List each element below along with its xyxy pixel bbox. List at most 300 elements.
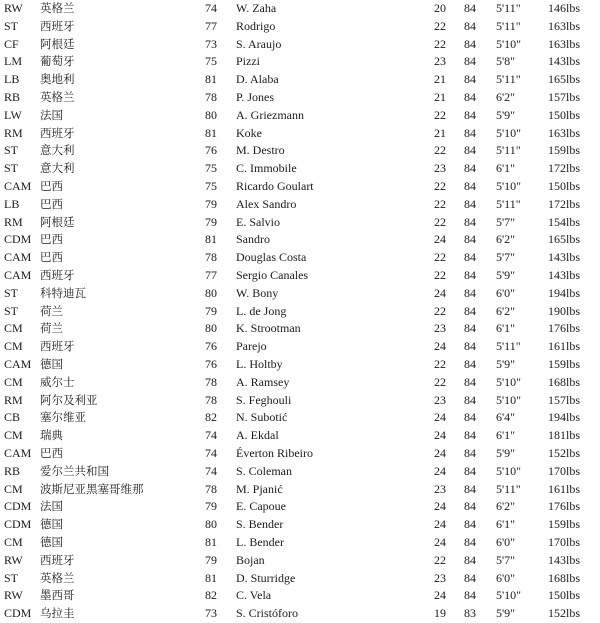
potential-cell: 78 bbox=[205, 481, 217, 496]
column-spacer bbox=[476, 356, 496, 374]
player-name-cell: L. Holtby bbox=[236, 356, 283, 371]
position-cell: CDM bbox=[4, 517, 32, 532]
nationality-cell: 巴西 bbox=[40, 232, 63, 247]
height-cell: 6'1" bbox=[496, 321, 516, 336]
column-spacer bbox=[217, 125, 236, 143]
weight-cell: 168lbs bbox=[548, 570, 581, 585]
player-name-cell: D. Sturridge bbox=[236, 570, 296, 585]
potential-cell: 73 bbox=[205, 606, 217, 621]
table-row bbox=[0, 107, 600, 125]
player-name-cell: S. Coleman bbox=[236, 463, 292, 478]
potential-cell: 77 bbox=[205, 18, 217, 33]
age-cell: 24 bbox=[434, 445, 446, 460]
potential-cell: 81 bbox=[205, 570, 217, 585]
rating-cell: 84 bbox=[464, 392, 476, 407]
weight-cell: 194lbs bbox=[548, 285, 581, 300]
rating-cell: 84 bbox=[464, 303, 476, 318]
table-row bbox=[0, 214, 600, 232]
player-name-cell: Parejo bbox=[236, 339, 267, 354]
column-spacer bbox=[217, 498, 236, 516]
column-spacer bbox=[476, 231, 496, 249]
column-spacer bbox=[476, 36, 496, 54]
position-cell: CM bbox=[4, 428, 23, 443]
age-cell: 22 bbox=[434, 196, 446, 211]
weight-cell: 176lbs bbox=[548, 499, 581, 514]
rating-cell: 84 bbox=[464, 18, 476, 33]
table-row bbox=[0, 445, 600, 463]
column-spacer bbox=[476, 196, 496, 214]
table-row bbox=[0, 231, 600, 249]
nationality-cell: 阿根廷 bbox=[40, 214, 75, 229]
potential-cell: 79 bbox=[205, 552, 217, 567]
position-cell: CF bbox=[4, 36, 19, 51]
player-name-cell: W. Zaha bbox=[236, 1, 277, 15]
position-cell: ST bbox=[4, 18, 19, 33]
column-spacer bbox=[217, 392, 236, 410]
column-spacer bbox=[476, 71, 496, 89]
player-name-cell: Alex Sandro bbox=[236, 196, 297, 211]
column-spacer bbox=[217, 605, 236, 623]
table-row bbox=[0, 587, 600, 605]
weight-cell: 157lbs bbox=[548, 89, 581, 104]
player-name-cell: Sergio Canales bbox=[236, 267, 309, 282]
position-cell: ST bbox=[4, 303, 19, 318]
weight-cell: 163lbs bbox=[548, 36, 581, 51]
column-spacer bbox=[476, 409, 496, 427]
age-cell: 22 bbox=[434, 36, 446, 51]
age-cell: 24 bbox=[434, 339, 446, 354]
column-spacer bbox=[476, 392, 496, 410]
position-cell: RM bbox=[4, 125, 23, 140]
height-cell: 5'10" bbox=[496, 463, 522, 478]
nationality-cell: 爱尔兰共和国 bbox=[40, 463, 109, 478]
age-cell: 24 bbox=[434, 499, 446, 514]
column-spacer bbox=[476, 0, 496, 18]
player-name-cell: S. Feghouli bbox=[236, 392, 292, 407]
height-cell: 5'10" bbox=[496, 588, 522, 603]
column-spacer bbox=[476, 320, 496, 338]
age-cell: 22 bbox=[434, 214, 446, 229]
height-cell: 6'1" bbox=[496, 428, 516, 443]
rating-cell: 84 bbox=[464, 36, 476, 51]
column-spacer bbox=[217, 285, 236, 303]
nationality-cell: 巴西 bbox=[40, 445, 63, 460]
column-spacer bbox=[217, 570, 236, 588]
column-spacer bbox=[217, 320, 236, 338]
potential-cell: 81 bbox=[205, 534, 217, 549]
rating-cell: 84 bbox=[464, 125, 476, 140]
nationality-cell: 巴西 bbox=[40, 178, 63, 193]
column-spacer bbox=[217, 267, 236, 285]
potential-cell: 81 bbox=[205, 72, 217, 87]
potential-cell: 80 bbox=[205, 517, 217, 532]
table-row bbox=[0, 374, 600, 392]
age-cell: 22 bbox=[434, 250, 446, 265]
nationality-cell: 科特迪瓦 bbox=[40, 285, 86, 300]
rating-cell: 84 bbox=[464, 285, 476, 300]
height-cell: 6'0" bbox=[496, 285, 516, 300]
table-row bbox=[0, 570, 600, 588]
rating-cell: 84 bbox=[464, 534, 476, 549]
weight-cell: 143lbs bbox=[548, 552, 581, 567]
position-cell: ST bbox=[4, 570, 19, 585]
weight-cell: 143lbs bbox=[548, 54, 581, 69]
potential-cell: 74 bbox=[205, 1, 217, 15]
position-cell: RW bbox=[4, 552, 23, 567]
potential-cell: 76 bbox=[205, 143, 217, 158]
position-cell: CDM bbox=[4, 606, 32, 621]
age-cell: 22 bbox=[434, 18, 446, 33]
height-cell: 5'9" bbox=[496, 267, 516, 282]
nationality-cell: 西班牙 bbox=[40, 125, 75, 140]
height-cell: 6'2" bbox=[496, 499, 516, 514]
weight-cell: 194lbs bbox=[548, 410, 581, 425]
age-cell: 24 bbox=[434, 463, 446, 478]
column-spacer bbox=[217, 71, 236, 89]
player-name-cell: M. Destro bbox=[236, 143, 285, 158]
rating-cell: 84 bbox=[464, 499, 476, 514]
potential-cell: 75 bbox=[205, 178, 217, 193]
height-cell: 6'4" bbox=[496, 410, 516, 425]
height-cell: 6'2" bbox=[496, 232, 516, 247]
table-row bbox=[0, 18, 600, 36]
column-spacer bbox=[217, 303, 236, 321]
table-row bbox=[0, 160, 600, 178]
column-spacer bbox=[476, 53, 496, 71]
column-spacer bbox=[476, 552, 496, 570]
rating-cell: 84 bbox=[464, 214, 476, 229]
weight-cell: 165lbs bbox=[548, 232, 581, 247]
column-spacer bbox=[217, 249, 236, 267]
column-spacer bbox=[476, 427, 496, 445]
potential-cell: 78 bbox=[205, 250, 217, 265]
table-row bbox=[0, 409, 600, 427]
age-cell: 24 bbox=[434, 534, 446, 549]
player-name-cell: Sandro bbox=[236, 232, 270, 247]
player-name-cell: N. Subotić bbox=[236, 410, 288, 425]
table-row bbox=[0, 605, 600, 623]
table-row bbox=[0, 320, 600, 338]
age-cell: 20 bbox=[434, 1, 446, 15]
player-name-cell: Douglas Costa bbox=[236, 250, 307, 265]
weight-cell: 159lbs bbox=[548, 143, 581, 158]
rating-cell: 84 bbox=[464, 428, 476, 443]
age-cell: 24 bbox=[434, 517, 446, 532]
potential-cell: 77 bbox=[205, 267, 217, 282]
column-spacer bbox=[476, 125, 496, 143]
column-spacer bbox=[476, 445, 496, 463]
age-cell: 23 bbox=[434, 321, 446, 336]
rating-cell: 84 bbox=[464, 267, 476, 282]
table-row bbox=[0, 142, 600, 160]
column-spacer bbox=[217, 587, 236, 605]
position-cell: CM bbox=[4, 374, 23, 389]
nationality-cell: 波斯尼亚黑塞哥维那 bbox=[40, 481, 144, 496]
weight-cell: 143lbs bbox=[548, 250, 581, 265]
height-cell: 5'10" bbox=[496, 374, 522, 389]
table-row bbox=[0, 498, 600, 516]
age-cell: 24 bbox=[434, 232, 446, 247]
rating-cell: 84 bbox=[464, 570, 476, 585]
height-cell: 5'11" bbox=[496, 1, 521, 15]
weight-cell: 172lbs bbox=[548, 196, 581, 211]
table-row bbox=[0, 552, 600, 570]
potential-cell: 75 bbox=[205, 161, 217, 176]
position-cell: LM bbox=[4, 54, 22, 69]
table-row bbox=[0, 0, 600, 18]
nationality-cell: 墨西哥 bbox=[40, 588, 75, 603]
table-row bbox=[0, 125, 600, 143]
weight-cell: 170lbs bbox=[548, 463, 581, 478]
weight-cell: 161lbs bbox=[548, 481, 581, 496]
column-spacer bbox=[217, 178, 236, 196]
rating-cell: 84 bbox=[464, 552, 476, 567]
age-cell: 22 bbox=[434, 303, 446, 318]
player-name-cell: Koke bbox=[236, 125, 262, 140]
column-spacer bbox=[476, 463, 496, 481]
weight-cell: 190lbs bbox=[548, 303, 581, 318]
column-spacer bbox=[217, 356, 236, 374]
age-cell: 22 bbox=[434, 178, 446, 193]
table-row bbox=[0, 89, 600, 107]
position-cell: CM bbox=[4, 534, 23, 549]
table-row bbox=[0, 392, 600, 410]
position-cell: ST bbox=[4, 161, 19, 176]
player-name-cell: W. Bony bbox=[236, 285, 279, 300]
height-cell: 5'10" bbox=[496, 178, 522, 193]
player-name-cell: A. Griezmann bbox=[236, 107, 304, 122]
column-spacer bbox=[217, 142, 236, 160]
age-cell: 19 bbox=[434, 606, 446, 621]
column-spacer bbox=[217, 214, 236, 232]
nationality-cell: 乌拉圭 bbox=[40, 606, 75, 621]
column-spacer bbox=[476, 605, 496, 623]
potential-cell: 81 bbox=[205, 232, 217, 247]
table-row bbox=[0, 356, 600, 374]
potential-cell: 80 bbox=[205, 285, 217, 300]
height-cell: 5'11" bbox=[496, 196, 521, 211]
height-cell: 5'7" bbox=[496, 214, 516, 229]
rating-cell: 84 bbox=[464, 321, 476, 336]
column-spacer bbox=[476, 587, 496, 605]
potential-cell: 79 bbox=[205, 303, 217, 318]
rating-cell: 84 bbox=[464, 481, 476, 496]
weight-cell: 163lbs bbox=[548, 125, 581, 140]
position-cell: ST bbox=[4, 285, 19, 300]
player-name-cell: Éverton Ribeiro bbox=[236, 445, 313, 460]
weight-cell: 163lbs bbox=[548, 18, 581, 33]
age-cell: 24 bbox=[434, 428, 446, 443]
height-cell: 5'11" bbox=[496, 339, 521, 354]
table-row bbox=[0, 36, 600, 54]
height-cell: 5'9" bbox=[496, 606, 516, 621]
column-spacer bbox=[476, 534, 496, 552]
player-name-cell: L. Bender bbox=[236, 534, 284, 549]
table-row bbox=[0, 178, 600, 196]
position-cell: RM bbox=[4, 214, 23, 229]
rating-cell: 84 bbox=[464, 517, 476, 532]
column-spacer bbox=[476, 570, 496, 588]
nationality-cell: 德国 bbox=[40, 534, 63, 549]
player-name-cell: C. Immobile bbox=[236, 161, 297, 176]
player-name-cell: A. Ekdal bbox=[236, 428, 279, 443]
column-spacer bbox=[217, 481, 236, 499]
position-cell: RB bbox=[4, 89, 21, 104]
height-cell: 5'11" bbox=[496, 481, 521, 496]
rating-cell: 84 bbox=[464, 107, 476, 122]
nationality-cell: 德国 bbox=[40, 517, 63, 532]
player-name-cell: E. Salvio bbox=[236, 214, 280, 229]
rating-cell: 84 bbox=[464, 161, 476, 176]
height-cell: 5'11" bbox=[496, 143, 521, 158]
nationality-cell: 阿根廷 bbox=[40, 36, 75, 51]
position-cell: CAM bbox=[4, 178, 32, 193]
position-cell: CDM bbox=[4, 232, 32, 247]
weight-cell: 154lbs bbox=[548, 214, 581, 229]
nationality-cell: 塞尔维亚 bbox=[40, 410, 86, 425]
position-cell: CAM bbox=[4, 267, 32, 282]
table-row bbox=[0, 249, 600, 267]
potential-cell: 79 bbox=[205, 499, 217, 514]
potential-cell: 75 bbox=[205, 54, 217, 69]
position-cell: RW bbox=[4, 588, 23, 603]
weight-cell: 181lbs bbox=[548, 428, 581, 443]
age-cell: 23 bbox=[434, 392, 446, 407]
table-row bbox=[0, 516, 600, 534]
table-row bbox=[0, 534, 600, 552]
potential-cell: 80 bbox=[205, 321, 217, 336]
position-cell: LW bbox=[4, 107, 22, 122]
column-spacer bbox=[476, 214, 496, 232]
rating-cell: 84 bbox=[464, 178, 476, 193]
nationality-cell: 西班牙 bbox=[40, 267, 75, 282]
age-cell: 21 bbox=[434, 125, 446, 140]
position-cell: CM bbox=[4, 481, 23, 496]
player-name-cell: K. Strootman bbox=[236, 321, 301, 336]
table-row bbox=[0, 285, 600, 303]
table-row bbox=[0, 338, 600, 356]
potential-cell: 80 bbox=[205, 107, 217, 122]
position-cell: CAM bbox=[4, 250, 32, 265]
player-name-cell: Bojan bbox=[236, 552, 265, 567]
age-cell: 21 bbox=[434, 89, 446, 104]
height-cell: 5'7" bbox=[496, 250, 516, 265]
player-name-cell: E. Capoue bbox=[236, 499, 286, 514]
nationality-cell: 意大利 bbox=[40, 161, 75, 176]
age-cell: 22 bbox=[434, 356, 446, 371]
age-cell: 23 bbox=[434, 161, 446, 176]
potential-cell: 78 bbox=[205, 89, 217, 104]
position-cell: RB bbox=[4, 463, 21, 478]
height-cell: 5'9" bbox=[496, 445, 516, 460]
nationality-cell: 英格兰 bbox=[40, 89, 75, 104]
player-name-cell: C. Vela bbox=[236, 588, 272, 603]
table-row bbox=[0, 53, 600, 71]
position-cell: LB bbox=[4, 196, 20, 211]
height-cell: 6'1" bbox=[496, 517, 516, 532]
rating-cell: 84 bbox=[464, 232, 476, 247]
position-cell: LB bbox=[4, 72, 20, 87]
position-cell: CAM bbox=[4, 445, 32, 460]
weight-cell: 152lbs bbox=[548, 606, 581, 621]
nationality-cell: 英格兰 bbox=[40, 570, 75, 585]
height-cell: 5'9" bbox=[496, 356, 516, 371]
age-cell: 23 bbox=[434, 54, 446, 69]
column-spacer bbox=[217, 53, 236, 71]
column-spacer bbox=[217, 107, 236, 125]
player-name-cell: Rodrigo bbox=[236, 18, 276, 33]
column-spacer bbox=[217, 516, 236, 534]
player-name-cell: M. Pjanić bbox=[236, 481, 283, 496]
age-cell: 24 bbox=[434, 285, 446, 300]
column-spacer bbox=[476, 303, 496, 321]
player-name-cell: S. Bender bbox=[236, 517, 284, 532]
table-row bbox=[0, 427, 600, 445]
rating-cell: 84 bbox=[464, 463, 476, 478]
player-name-cell: D. Alaba bbox=[236, 72, 279, 87]
position-cell: ST bbox=[4, 143, 19, 158]
age-cell: 22 bbox=[434, 107, 446, 122]
potential-cell: 82 bbox=[205, 588, 217, 603]
height-cell: 5'11" bbox=[496, 18, 521, 33]
column-spacer bbox=[217, 427, 236, 445]
height-cell: 6'2" bbox=[496, 303, 516, 318]
table-row bbox=[0, 303, 600, 321]
potential-cell: 79 bbox=[205, 214, 217, 229]
rating-cell: 84 bbox=[464, 356, 476, 371]
position-cell: RW bbox=[4, 1, 23, 15]
potential-cell: 78 bbox=[205, 374, 217, 389]
column-spacer bbox=[476, 374, 496, 392]
rating-cell: 84 bbox=[464, 196, 476, 211]
nationality-cell: 意大利 bbox=[40, 143, 75, 158]
column-spacer bbox=[217, 374, 236, 392]
height-cell: 5'8" bbox=[496, 54, 516, 69]
age-cell: 24 bbox=[434, 410, 446, 425]
rating-cell: 84 bbox=[464, 1, 476, 15]
position-cell: RM bbox=[4, 392, 23, 407]
player-name-cell: P. Jones bbox=[236, 89, 275, 104]
nationality-cell: 巴西 bbox=[40, 250, 63, 265]
position-cell: CM bbox=[4, 339, 23, 354]
column-spacer bbox=[476, 516, 496, 534]
nationality-cell: 西班牙 bbox=[40, 339, 75, 354]
potential-cell: 74 bbox=[205, 445, 217, 460]
table-row bbox=[0, 196, 600, 214]
height-cell: 6'0" bbox=[496, 534, 516, 549]
nationality-cell: 威尔士 bbox=[40, 374, 75, 389]
position-cell: CM bbox=[4, 321, 23, 336]
table-row bbox=[0, 463, 600, 481]
weight-cell: 150lbs bbox=[548, 178, 581, 193]
column-spacer bbox=[476, 160, 496, 178]
table-row bbox=[0, 481, 600, 499]
age-cell: 23 bbox=[434, 481, 446, 496]
age-cell: 24 bbox=[434, 588, 446, 603]
age-cell: 22 bbox=[434, 552, 446, 567]
column-spacer bbox=[217, 409, 236, 427]
age-cell: 23 bbox=[434, 570, 446, 585]
rating-cell: 84 bbox=[464, 54, 476, 69]
rating-cell: 84 bbox=[464, 72, 476, 87]
column-spacer bbox=[476, 285, 496, 303]
nationality-cell: 英格兰 bbox=[40, 1, 75, 15]
nationality-cell: 瑞典 bbox=[40, 428, 63, 443]
height-cell: 5'7" bbox=[496, 552, 516, 567]
nationality-cell: 西班牙 bbox=[40, 18, 75, 33]
weight-cell: 159lbs bbox=[548, 517, 581, 532]
column-spacer bbox=[217, 338, 236, 356]
